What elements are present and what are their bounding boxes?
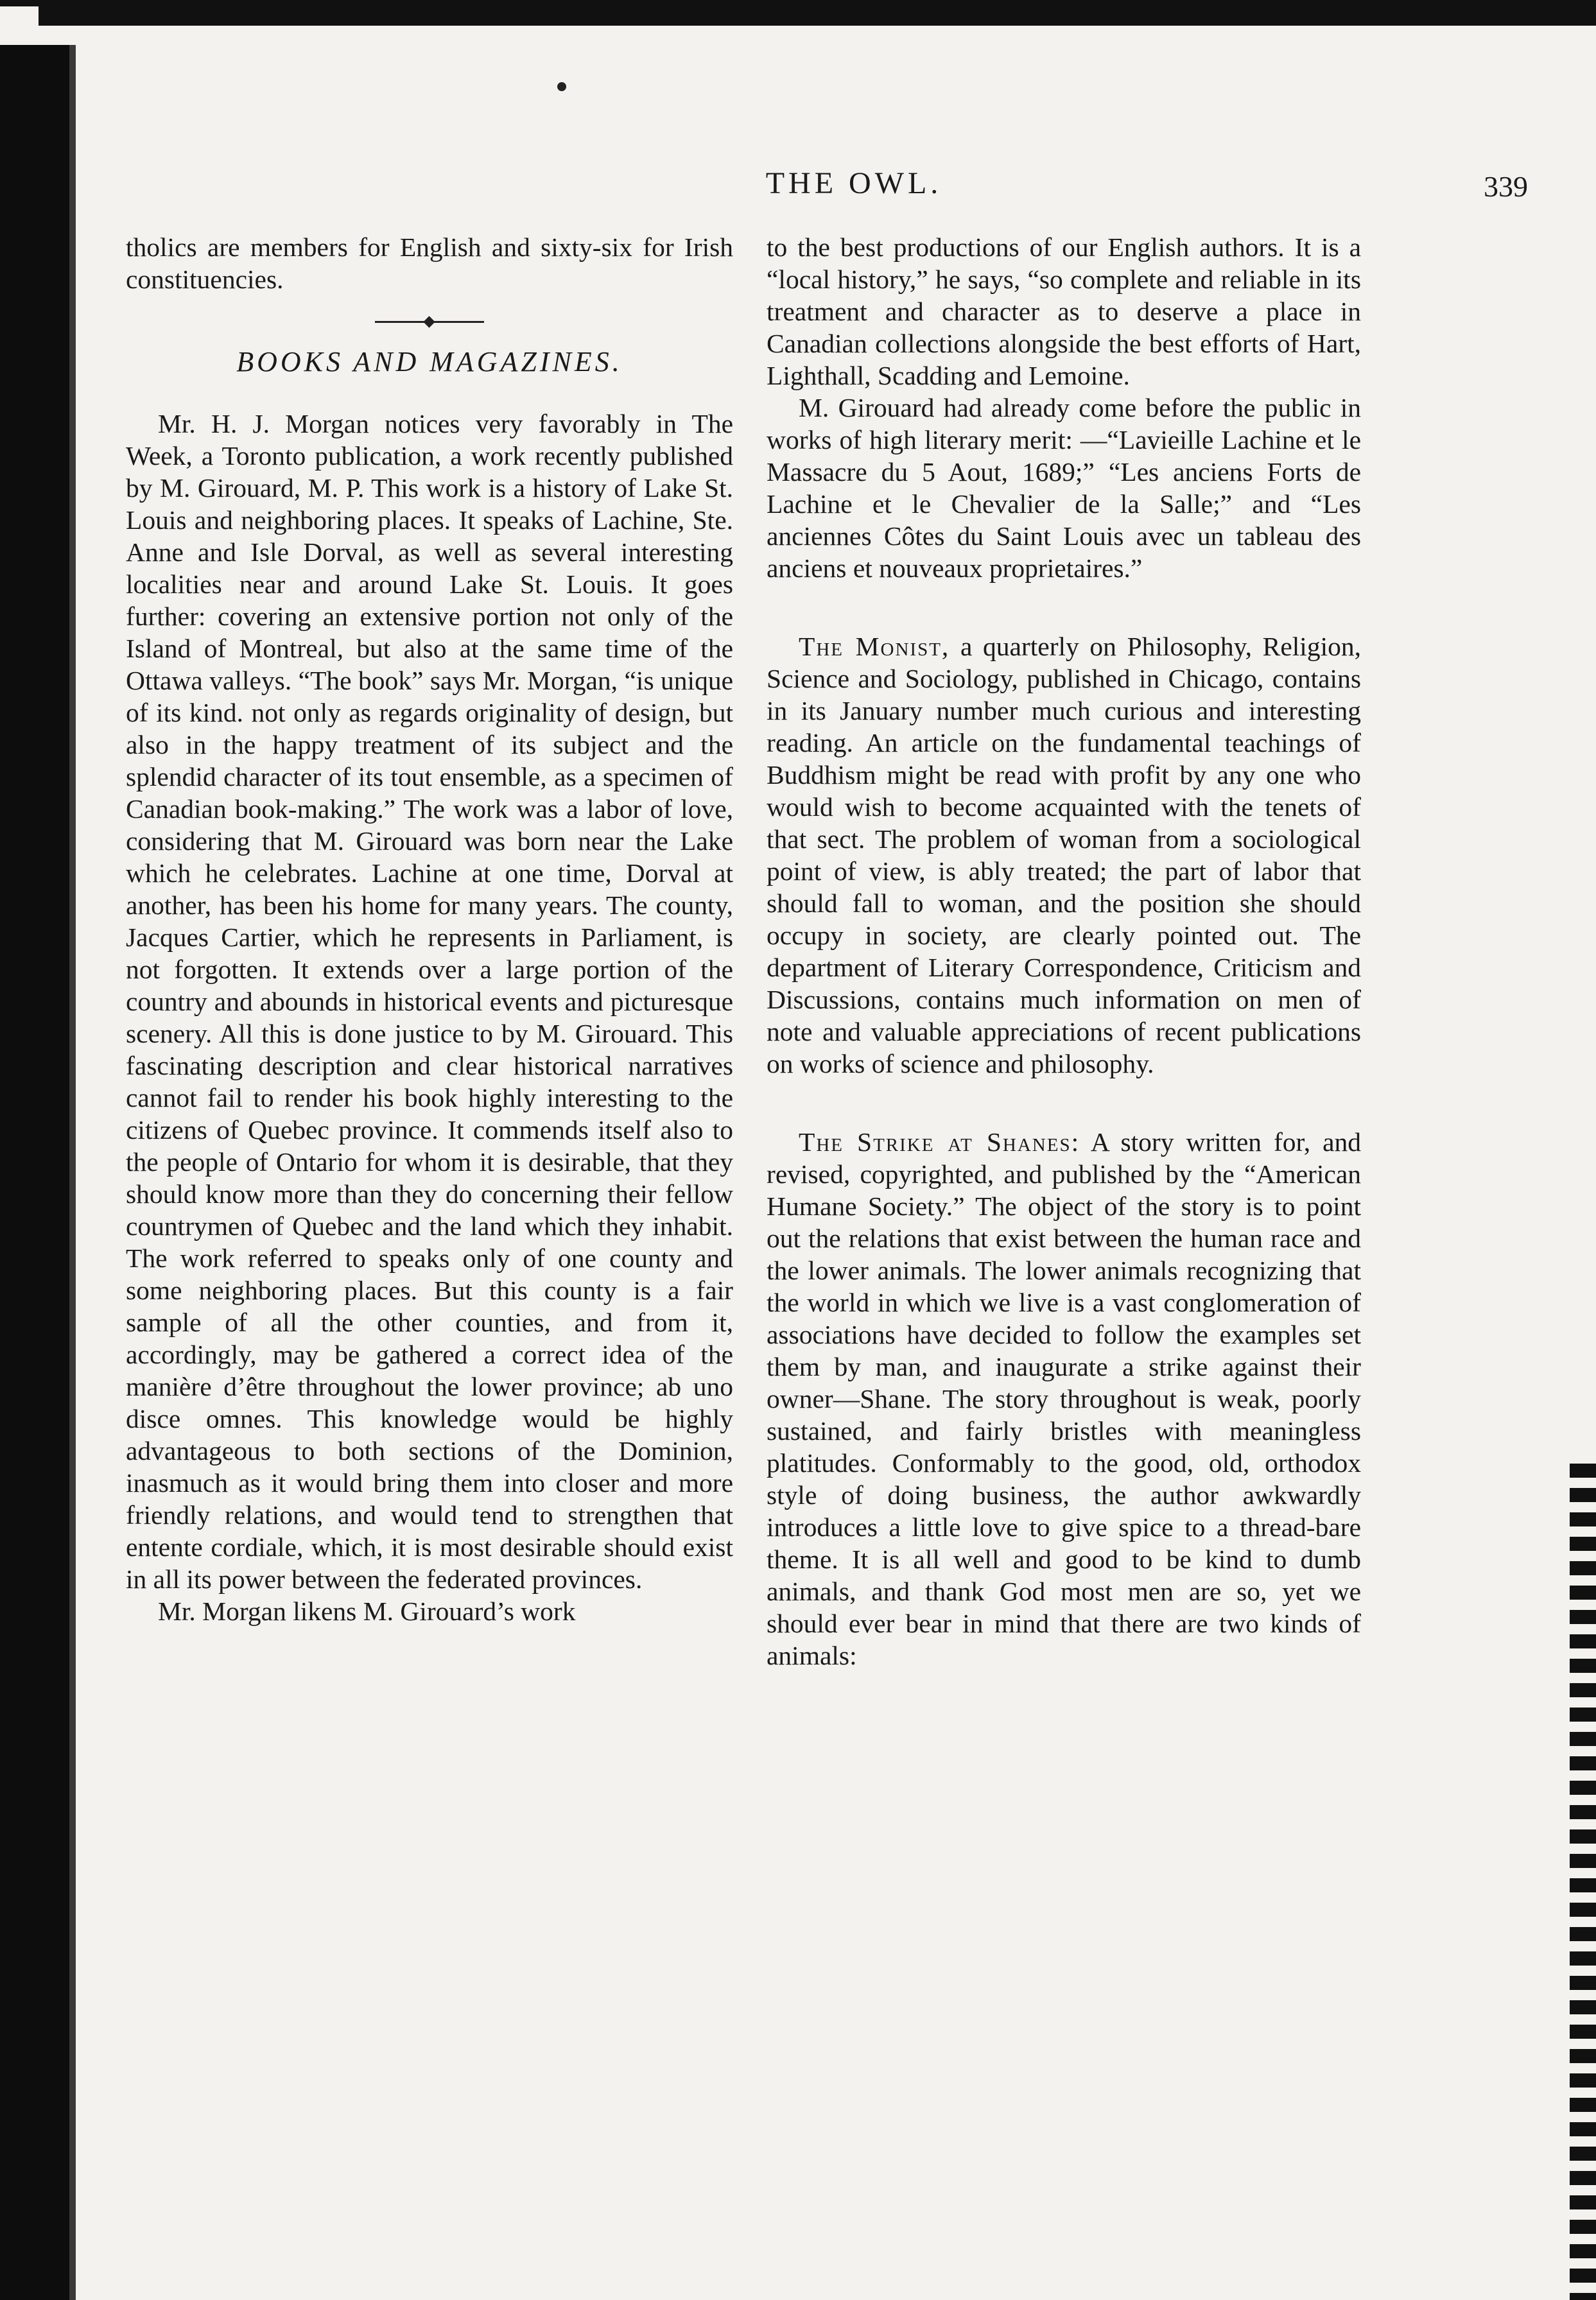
paragraph-intro: tholics are members for English and sixty-six for Irish constituencies. <box>126 232 733 294</box>
monist-title: The Monist, <box>799 632 950 661</box>
right-column <box>767 231 1361 1672</box>
section-heading: BOOKS AND MAGAZINES. <box>236 346 623 377</box>
monist-body: a quarterly on Philosophy, Religion, Science and Sociology, published in Chicago, contains in its January number much curious and interesting reading. An article on the fundamental teachings of Buddhism might be read with profit by any one who would wish to become acquainted with the tenets of that sect. The problem of woman from a sociological point of view, is ably treated; the part of labor that should fall to woman, and the position she should occupy in society, are clearly pointed out. The department of Literary Correspondence, Criticism and Discussions, contains much information on men of note and valuable appreciations of recent publications on works of science and philosophy. <box>767 632 1361 1078</box>
paragraph-monist <box>767 630 1361 1080</box>
section-divider <box>375 321 484 323</box>
paragraph-continuation: to the best productions of our English authors. It is a “local history,” he says, “so complete and reliable in its treatment and character as to deserve a place in Canadian collections alongside the best efforts of Hart, Lighthall, Scadding and Lemoine. <box>767 232 1361 390</box>
strike-body: A story written for, and revised, copyrighted, and published by the “American Humane Society.” The object of the story is to point out the relations that exist between the human race and the lower animals. The lower animals recognizing that the world in which we live is a vast conglomeration of associations have decided to follow the examples set them by man, and inaugurate a strike against their owner—Shane. The story throughout is weak, poorly sustained, and fairly bristles with meaningless platitudes. Conformably to the good, old, orthodox style of doing business, the author awkwardly introduces a little love to give spice to a thread-bare theme. It is all well and good to be kind to dumb animals, and thank God most men are so, yet we should ever bear in mind that there are two kinds of animals: <box>767 1127 1361 1670</box>
running-title: THE OWL. <box>765 166 942 200</box>
left-scan-edge-shadow <box>69 45 76 2300</box>
paragraph-strike <box>767 1126 1361 1672</box>
scan-speck <box>557 82 566 91</box>
page-number: 339 <box>1484 170 1528 203</box>
page-header <box>103 166 1560 217</box>
paragraph-morgan-review: Mr. H. J. Morgan notices very favorably in The Week, a Toronto publication, a work recently published by M. Girouard, M. P. This work is a history of Lake St. Louis and neighboring places. It speaks of Lachine, Ste. Anne and Isle Dorval, as well as several interesting localities near and around Lake St. Louis. It goes further: covering an extensive portion not only of the Island of Montreal, but also at the same time of the Ottawa valleys. “The book” says Mr. Morgan, “is unique of its kind. not only as regards originality of design, but also in the happy treatment of its subject and the splendid character of its tout ensemble, as a specimen of Canadian book-making.” The work was a labor of love, considering that M. Girouard was born near the Lake which he celebrates. Lachine at one time, Dorval at another, has been his home for many years. The county, Jacques Cartier, which he represents in Parliament, is not forgotten. It extends over a large portion of the country and abounds in historical events and picturesque scenery. All this is done justice to by M. Girouard. This fascinating description and clear historical narratives cannot fail to render his book highly interesting to the citizens of Quebec province. It commends itself also to the people of Ontario for whom it is desirable, that they should know more than they do concerning their fellow countrymen of Quebec and the land which they inhabit. The work referred to speaks only of one county and some neighboring places. But this county is a fair sample of all the other counties, and from it, accordingly, may be gathered a correct idea of the manière d’être throughout the lower province; ab uno disce omnes. This knowledge would be highly advantageous to both sections of the Dominion, inasmuch as it would bring them into closer and more friendly relations, and would tend to strengthen that entente cordiale, which, it is most desirable should exist in all its power between the federated provinces. <box>126 409 733 1594</box>
left-column <box>126 231 733 1627</box>
spacer <box>767 1080 1361 1126</box>
spacer <box>767 584 1361 630</box>
paragraph-morgan-likens: Mr. Morgan likens M. Girouard’s work <box>158 1596 576 1626</box>
right-scan-edge <box>1570 1464 1596 2300</box>
strike-title: The Strike at Shanes: <box>799 1127 1080 1157</box>
left-scan-edge <box>0 45 69 2300</box>
top-scan-edge <box>39 0 1596 26</box>
paragraph-girouard-works: M. Girouard had already come before the public in works of high literary merit: —“Lavieille Lachine et le Massacre du 5 Aout, 1689;” “Les anciens Forts de Lachine et le Chevalier de la Salle;” and “Les anciennes Côtes du Saint Louis avec un tableau des anciens et nouveaux proprietaires.” <box>767 393 1361 583</box>
